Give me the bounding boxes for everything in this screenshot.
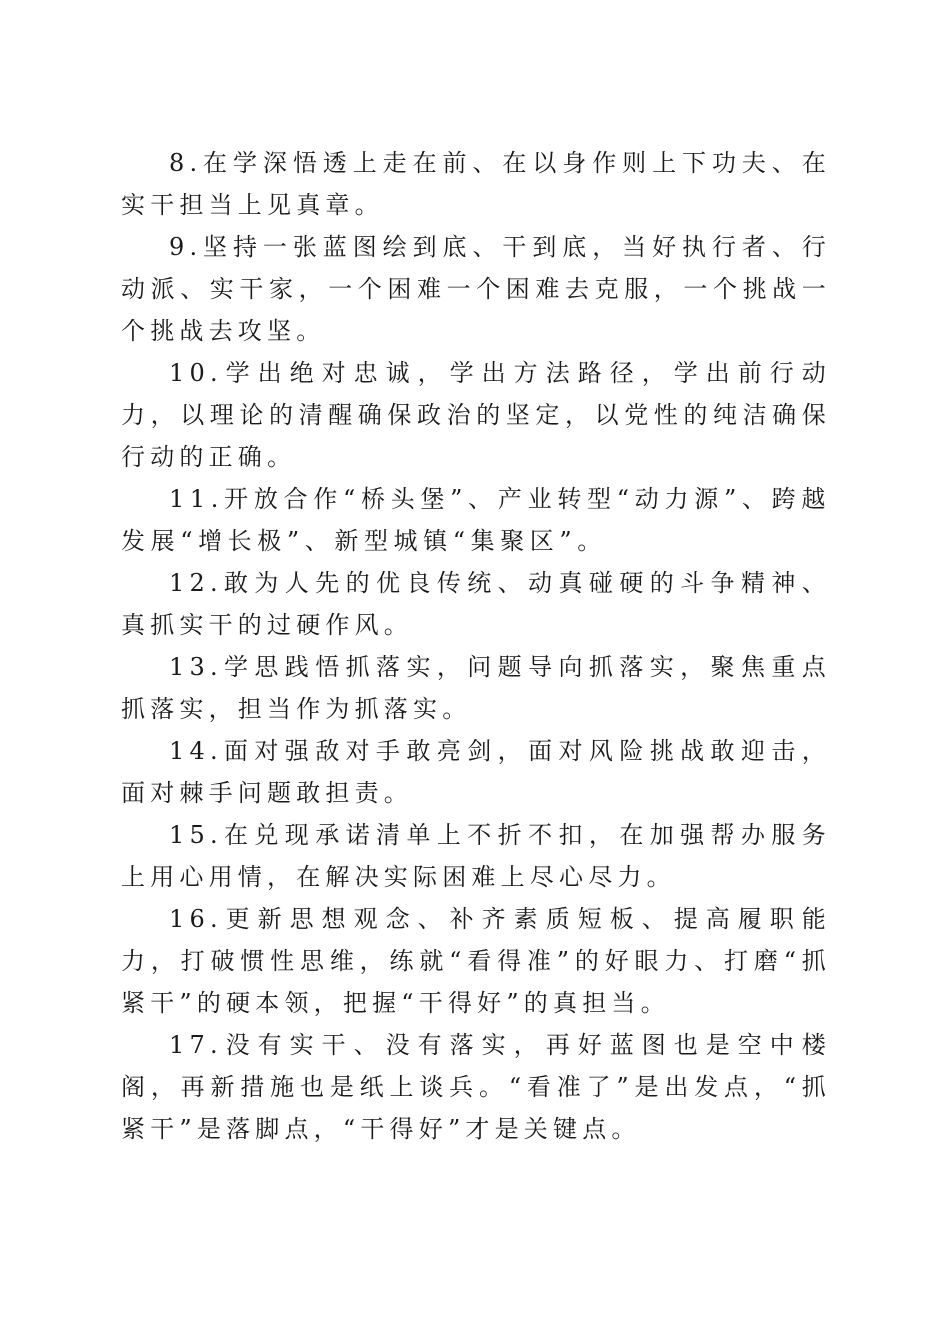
paragraph-11: 11.开放合作“桥头堡”、产业转型“动力源”、跨越发展“增长极”、新型城镇“集聚区”。: [121, 485, 831, 555]
paragraph-13: 13.学思践悟抓落实，问题导向抓落实，聚焦重点抓落实，担当作为抓落实。: [121, 653, 831, 723]
document-body: [121, 142, 831, 1150]
paragraph-12: 12.敢为人先的优良传统、动真碰硬的斗争精神、真抓实干的过硬作风。: [121, 569, 831, 639]
paragraph-14: 14.面对强敌对手敢亮剑，面对风险挑战敢迎击，面对棘手问题敢担责。: [121, 737, 831, 807]
paragraph-10: 10.学出绝对忠诚，学出方法路径，学出前行动力，以理论的清醒确保政治的坚定，以党性的纯洁确保行动的正确。: [121, 359, 831, 471]
paragraph-15: 15.在兑现承诺清单上不折不扣，在加强帮办服务上用心用情，在解决实际困难上尽心尽力。: [121, 821, 831, 891]
paragraph-17: 17.没有实干、没有落实，再好蓝图也是空中楼阁，再新措施也是纸上谈兵。“看准了”是出发点，“抓紧干”是落脚点，“干得好”才是关键点。: [121, 1031, 831, 1143]
paragraph-8: 8.在学深悟透上走在前、在以身作则上下功夫、在实干担当上见真章。: [121, 149, 831, 219]
paragraph-9: 9.坚持一张蓝图绘到底、干到底，当好执行者、行动派、实干家，一个困难一个困难去克服，一个挑战一个挑战去攻坚。: [121, 233, 831, 345]
paragraph-16: 16.更新思想观念、补齐素质短板、提高履职能力，打破惯性思维，练就“看得准”的好眼力、打磨“抓紧干”的硬本领，把握“干得好”的真担当。: [121, 905, 831, 1017]
